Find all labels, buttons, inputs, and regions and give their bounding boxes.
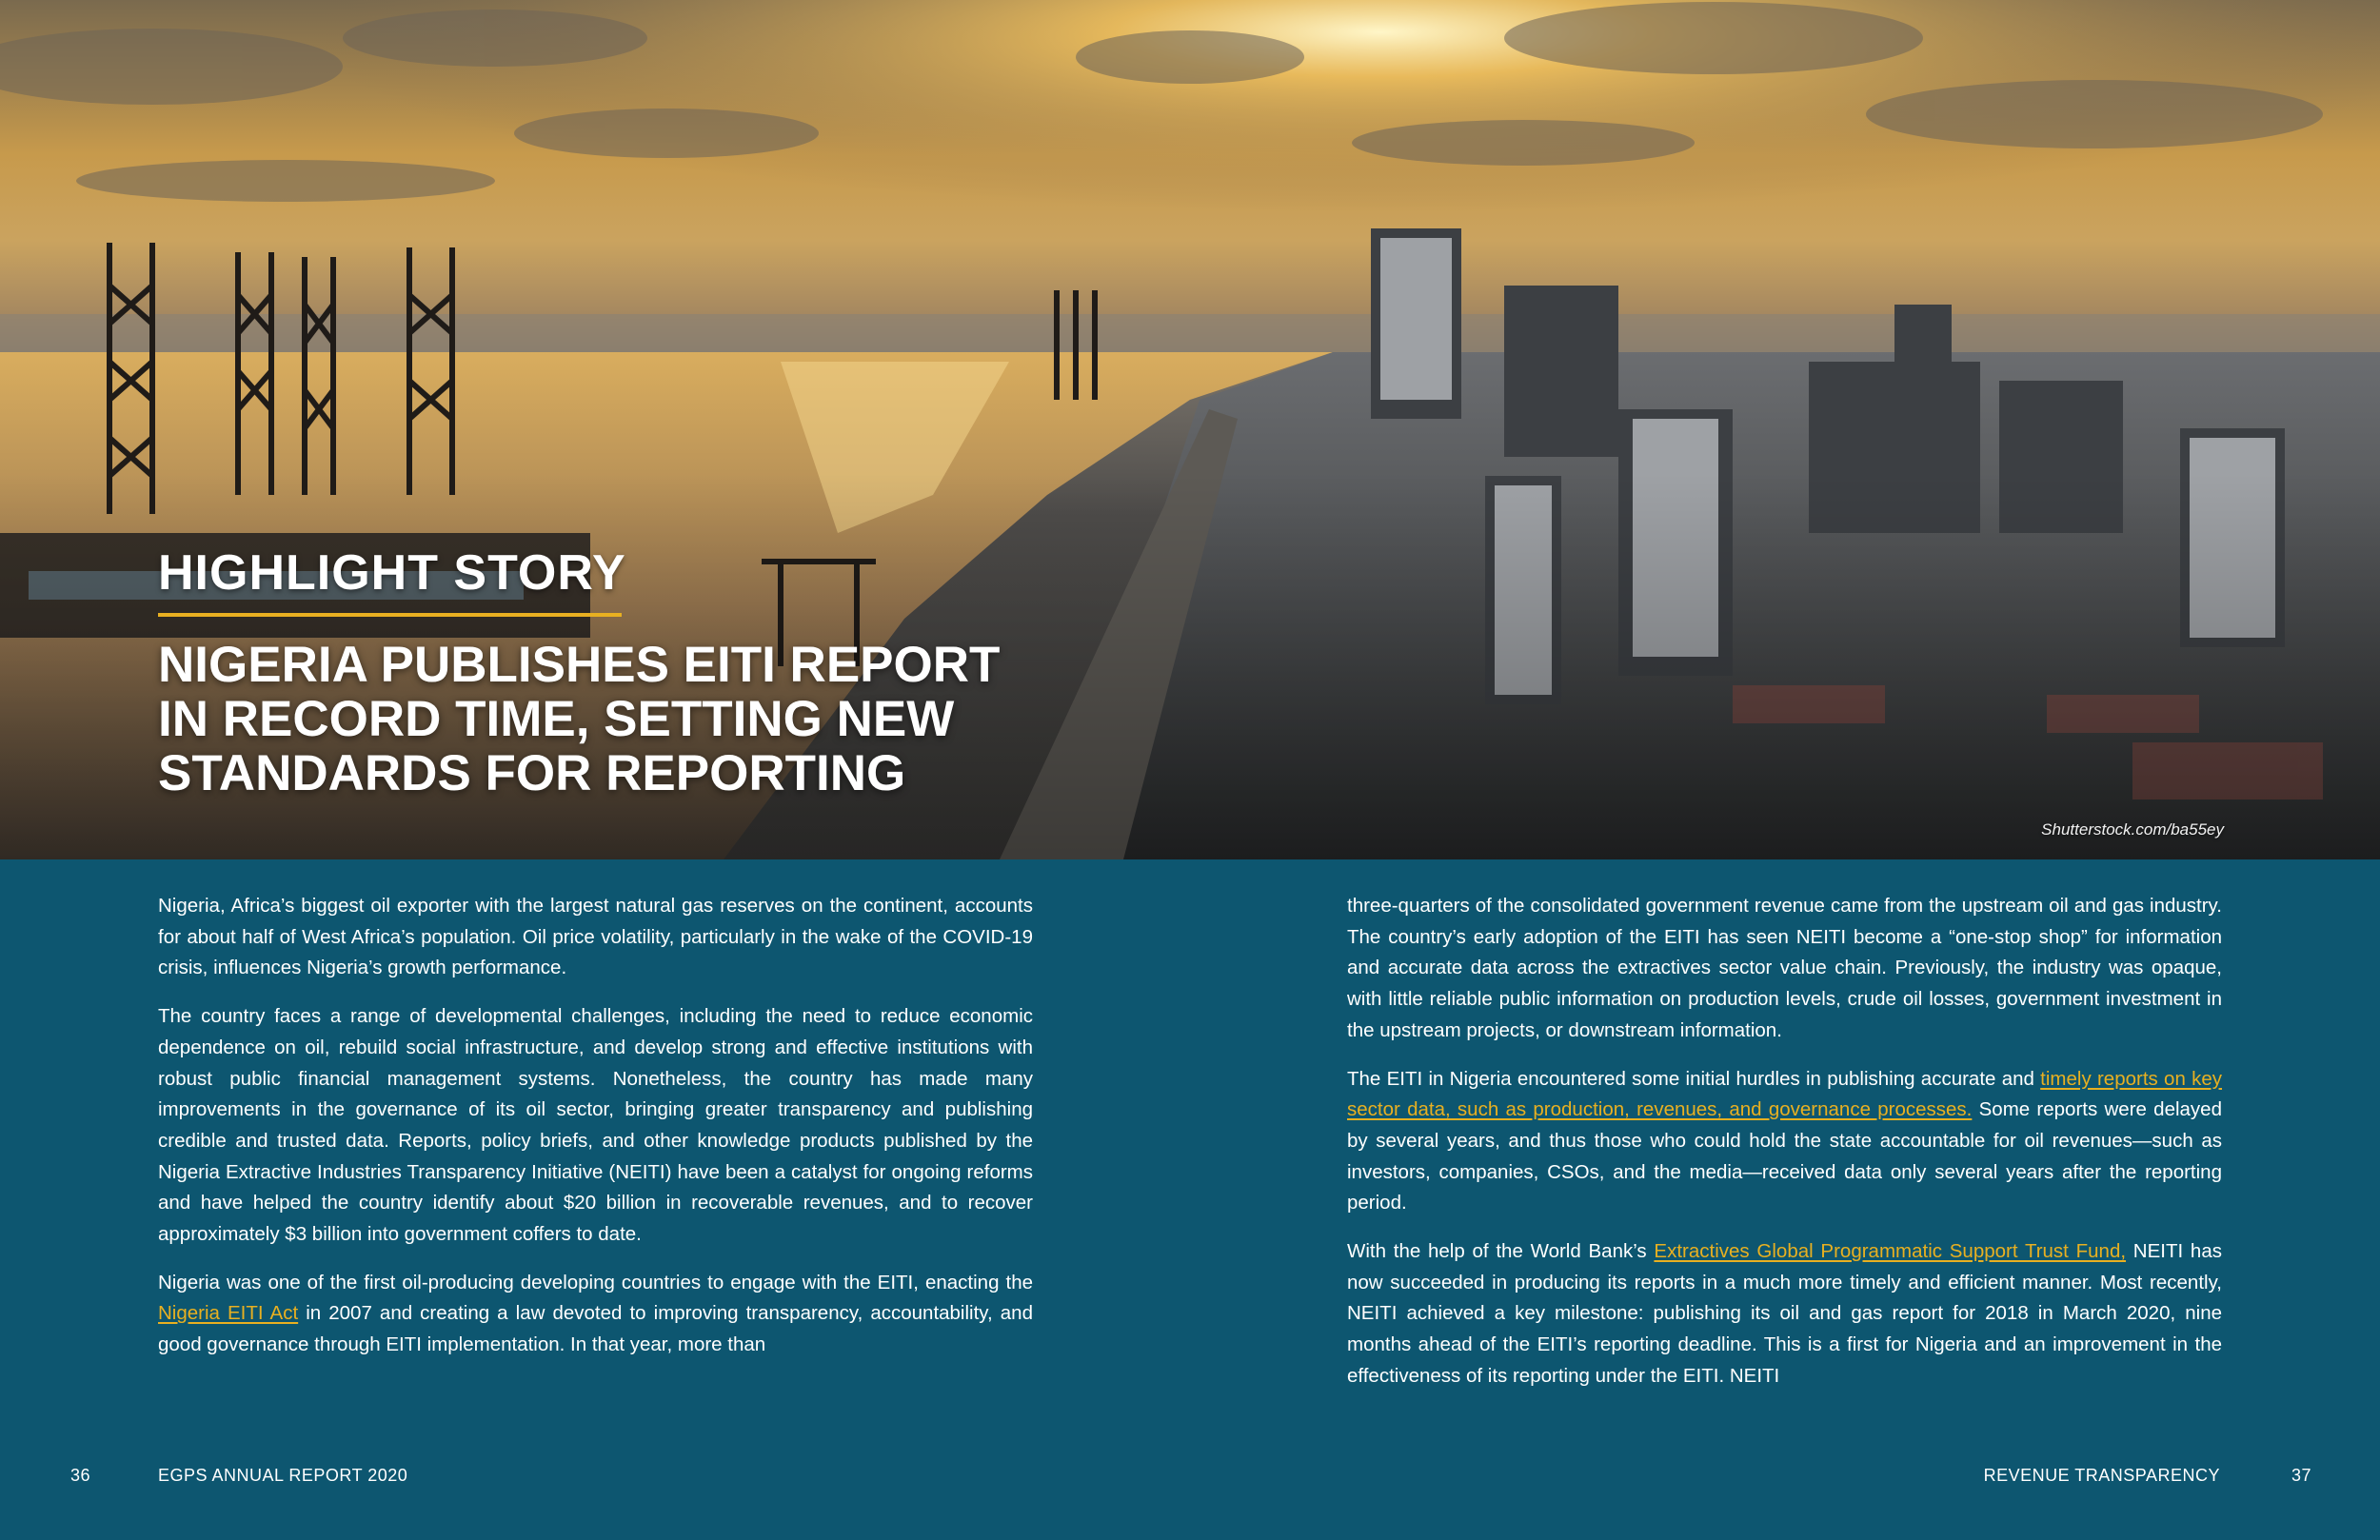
story-title-line-1: NIGERIA PUBLISHES EITI REPORT xyxy=(158,637,1001,693)
left-running-head: EGPS ANNUAL REPORT 2020 xyxy=(158,1466,408,1485)
paragraph xyxy=(1347,1236,2222,1392)
kicker-underline xyxy=(158,613,622,617)
left-page-number: 36 xyxy=(70,1466,91,1485)
right-text-column xyxy=(1347,891,2222,1410)
paragraph-text: Nigeria was one of the first oil-producing developing countries to engage with the EITI, enacting the xyxy=(158,1271,1033,1293)
right-running-head: REVENUE TRANSPARENCY xyxy=(1983,1466,2220,1485)
section-kicker: HIGHLIGHT STORY xyxy=(158,545,626,601)
paragraph-text: Some reports were delayed by several years, and thus those who could hold the state accountable for oil revenues—such as investors, companies, CSOs, and the media—received data only several years after the reporting period. xyxy=(1347,1098,2222,1214)
paragraph-text: With the help of the World Bank’s xyxy=(1347,1240,1655,1263)
paragraph-text: The EITI in Nigeria encountered some initial hurdles in publishing accurate and xyxy=(1347,1067,2041,1090)
paragraph: The country faces a range of developmental challenges, including the need to reduce economic dependence on oil, rebuild social infrastructure, and develop strong and effective institutions with robust public financial management systems. Nonetheless, the country has made many improvements in the governance of its oil sector, bringing greater transparency and publishing credible and trusted data. Reports, policy briefs, and other knowledge products published by the Nigeria Extractive Industries Transparency Initiative (NEITI) have been a catalyst for ongoing reforms and have helped the country identify about $20 billion in recoverable revenues, and to recover approximately $3 billion into government coffers to date. xyxy=(158,1005,1033,1246)
paragraph-text: NEITI has now succeeded in producing its reports in a much more timely and efficient manner. Most recently, NEITI achieved a key milestone: publishing its oil and gas report for 2018 in March 2020, nine months ahead of the EITI’s reporting deadline. This is a first for Nigeria and an improvement in the effectiveness of its reporting under the EITI. NEITI xyxy=(1347,1240,2222,1387)
nigeria-eiti-act-link[interactable]: Nigeria EITI Act xyxy=(158,1302,299,1325)
left-text-column xyxy=(158,891,1033,1378)
timely-reports-link[interactable]: timely reports on key sector data, such as production, revenues, and governance processes. xyxy=(1347,1067,2223,1121)
paragraph: Nigeria, Africa’s biggest oil exporter with the largest natural gas reserves on the continent, accounts for about half of West Africa’s population. Oil price volatility, particularly in the wake of the COVID-19 crisis, influences Nigeria’s growth performance. xyxy=(158,895,1033,979)
paragraph-text: in 2007 and creating a law devoted to improving transparency, accountability, and good governance through EITI implementation. In that year, more than xyxy=(158,1302,1033,1356)
egps-trust-fund-link[interactable]: Extractives Global Programmatic Support Trust Fund, xyxy=(1654,1240,2127,1263)
story-title-line-2: IN RECORD TIME, SETTING NEW xyxy=(158,691,955,747)
story-title xyxy=(158,638,1072,800)
paragraph: three-quarters of the consolidated government revenue came from the upstream oil and gas industry. The country’s early adoption of the EITI has seen NEITI become a “one-stop shop” for information and accurate data across the extractives sector value chain. Previously, the industry was opaque, with little reliable public information on production levels, crude oil losses, government investment in the upstream projects, or downstream information. xyxy=(1347,895,2222,1041)
paragraph xyxy=(1347,1064,2222,1220)
right-page-number: 37 xyxy=(2291,1466,2311,1485)
paragraph xyxy=(158,1268,1033,1361)
story-title-line-3: STANDARDS FOR REPORTING xyxy=(158,745,906,801)
photo-credit: Shutterstock.com/ba55ey xyxy=(2041,820,2224,839)
